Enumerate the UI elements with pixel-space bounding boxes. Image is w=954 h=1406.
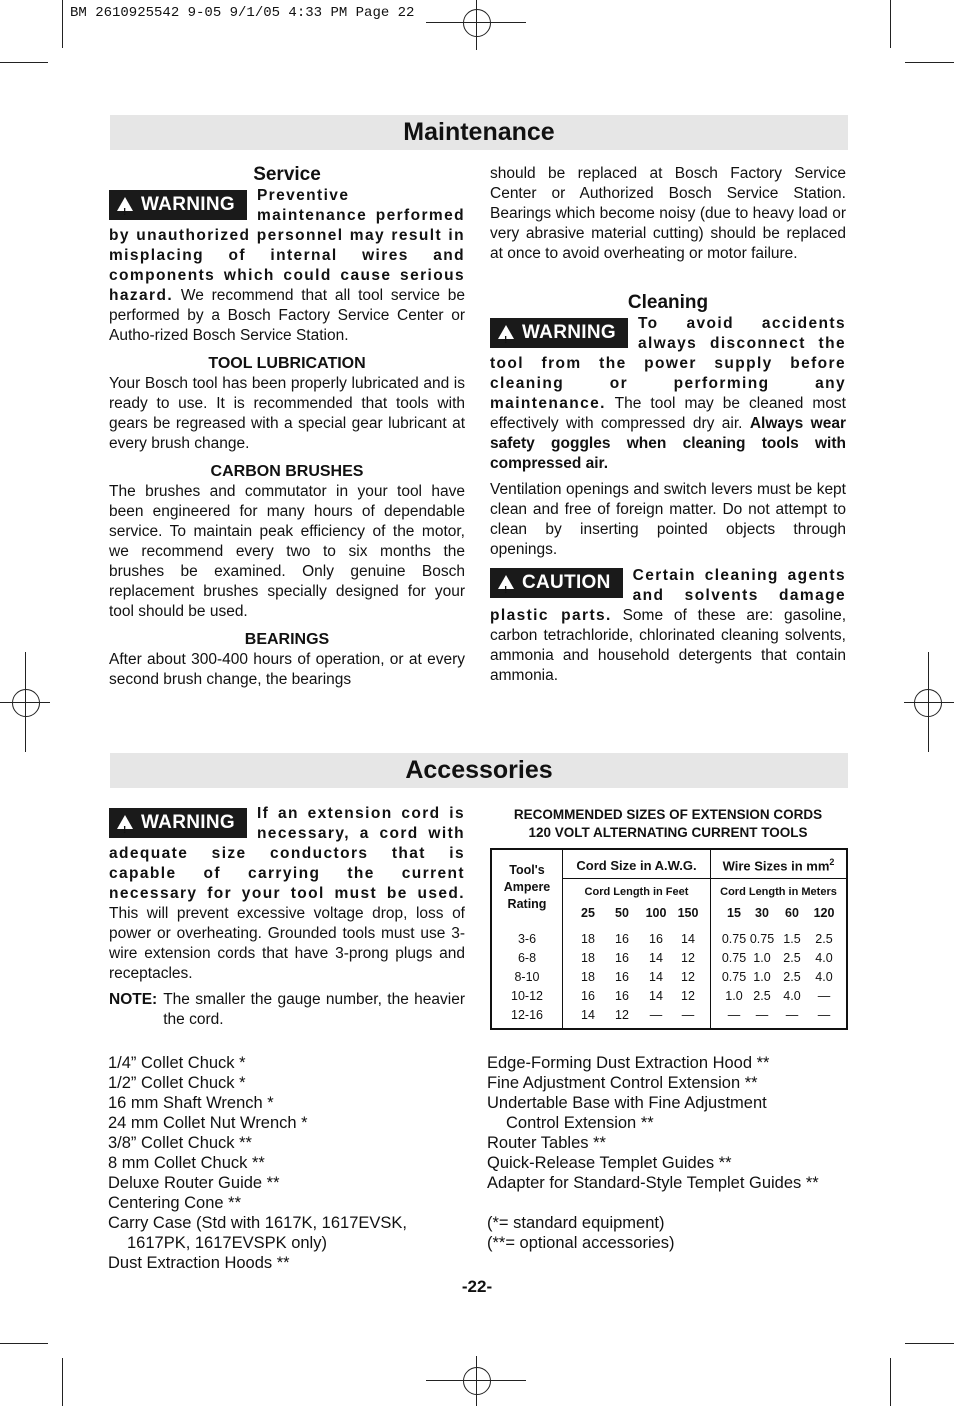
- awg-cell: —: [681, 1008, 695, 1022]
- list-item: 1/2” Collet Chuck *: [108, 1074, 246, 1092]
- feet-label: Cord Length in Feet: [584, 886, 689, 898]
- list-item: Carry Case (Std with 1617K, 1617EVSK,: [108, 1214, 407, 1232]
- mm-cell: —: [755, 1008, 769, 1022]
- service-warning-text: Preventive maintenance performed by unauthorized personnel may result in misplacing of internal wires and components which could cause serious hazard. We recommend that all tool service be performed by a Bosch Factory Service Center or Autho-rized Bosch Service Station.: [109, 187, 465, 344]
- meters-value: 120: [813, 906, 835, 920]
- list-item: (*= standard equipment): [487, 1214, 665, 1232]
- accessory-list-right: [487, 1053, 819, 1253]
- mm-cell: —: [727, 1008, 741, 1022]
- awg-cell: —: [649, 1008, 663, 1022]
- crop-mark: [890, 0, 891, 48]
- list-item: 3/8” Collet Chuck **: [108, 1134, 252, 1152]
- awg-cell: 12: [615, 1008, 629, 1022]
- crop-mark: [0, 1343, 48, 1344]
- list-item: (**= optional accessories): [487, 1234, 675, 1252]
- warning-triangle-icon: [498, 575, 514, 589]
- mm-header: Wire Sizes in $mm^2$: [722, 857, 835, 874]
- crop-mark: [905, 1343, 954, 1344]
- list-item: 8 mm Collet Chuck **: [108, 1154, 265, 1172]
- feet-value: 25: [581, 906, 595, 920]
- awg-cell: 14: [581, 1008, 595, 1022]
- bearings-heading: BEARINGS: [244, 631, 330, 648]
- page-number: -22-: [461, 1277, 493, 1296]
- registration-mark: [12, 689, 40, 717]
- mm-cell: —: [785, 1008, 799, 1022]
- crop-mark: [62, 1358, 63, 1406]
- lubrication-heading: TOOL LUBRICATION: [208, 355, 366, 372]
- maintenance-title: Maintenance: [110, 115, 848, 150]
- mm-cell: 0.75: [749, 932, 775, 946]
- list-item: [487, 1193, 819, 1213]
- ampere-rating-cell: 3-6: [517, 932, 537, 946]
- mm-cell: 2.5: [753, 989, 771, 1003]
- mm-cell: 1.0: [753, 951, 771, 965]
- list-item: Edge-Forming Dust Extraction Hood **: [487, 1054, 770, 1072]
- meters-value: 60: [785, 906, 799, 920]
- list-item: Centering Cone **: [108, 1194, 241, 1212]
- list-item: Router Tables **: [487, 1134, 606, 1152]
- awg-cell: 18: [581, 951, 595, 965]
- mm-cell: 0.75: [721, 970, 747, 984]
- crop-mark: [25, 652, 26, 752]
- caution-text: Certain cleaning agents and solvents damage plastic parts. Some of these are: gasoline, carbon tetrachloride, chlorinated cleaning solvents, ammonia and household detergents that contain ammonia.: [490, 567, 847, 684]
- list-item: 24 mm Collet Nut Wrench *: [108, 1114, 308, 1132]
- ampere-rating-cell: 8-10: [514, 970, 540, 984]
- list-item: Quick-Release Templet Guides **: [487, 1154, 732, 1172]
- crop-mark: [928, 652, 929, 752]
- brushes-heading: CARBON BRUSHES: [210, 463, 364, 480]
- feet-value: 100: [645, 906, 667, 920]
- cleaning-warning-badge: !WARNING: [490, 318, 628, 348]
- mm-cell: 4.0: [783, 989, 801, 1003]
- maintenance-right-column: [490, 164, 846, 686]
- note: NOTE: The smaller the gauge number, the heavier the cord.: [109, 991, 465, 1028]
- ampere-rating-cell: 6-8: [517, 951, 537, 965]
- extension-warning-text: If an extension cord is necessary, a cord with adequate size conductors that is capable of carrying the current necessary for your tool must be used. This will prevent excessive voltage drop, loss of power or overheating. Grounded tools must use 3-wire extension cords that have 3-prong plugs and receptacles.: [109, 805, 465, 982]
- mm-cell: 1.0: [753, 970, 771, 984]
- list-item: Deluxe Router Guide **: [108, 1174, 280, 1192]
- table-title: RECOMMENDED SIZES OF EXTENSION CORDS 120 VOLT ALTERNATING CURRENT TOOLS: [513, 807, 823, 840]
- awg-cell: 14: [649, 951, 663, 965]
- crop-mark: [476, 0, 477, 50]
- crop-mark: [62, 0, 63, 48]
- mm-cell: 2.5: [783, 970, 801, 984]
- mm-cell: 1.5: [783, 932, 801, 946]
- crop-mark: [890, 1358, 891, 1406]
- list-item: 1617PK, 1617EVSPK only): [127, 1234, 327, 1252]
- maintenance-left-column: [109, 164, 465, 690]
- accessory-list-left: [108, 1053, 407, 1273]
- mm-cell: 0.75: [721, 951, 747, 965]
- crop-mark: [904, 702, 954, 703]
- crop-mark: [476, 1356, 477, 1406]
- awg-cell: 18: [581, 970, 595, 984]
- awg-cell: 12: [681, 951, 695, 965]
- warning-triangle-icon: [498, 325, 514, 339]
- accessories-title: Accessories: [110, 753, 848, 788]
- awg-cell: 16: [615, 989, 629, 1003]
- list-item: Undertable Base with Fine Adjustment: [487, 1094, 767, 1112]
- mm-cell: 1.0: [725, 989, 743, 1003]
- print-slug: BM 2610925542 9-05 9/1/05 4:33 PM Page 22: [70, 5, 415, 21]
- ampere-column-header: Tool's Ampere Rating: [503, 863, 551, 911]
- registration-mark: [463, 9, 491, 37]
- lubrication-text: Your Bosch tool has been properly lubricated and is ready to use. It is recommended that tools with gears be regreased with a special gear lubricant at every brush change.: [109, 375, 465, 452]
- awg-cell: 14: [681, 932, 695, 946]
- cleaning-warning-text: To avoid accidents always disconnect the tool from the power supply before cleaning or performing any maintenance. The tool may be cleaned most effectively with compressed dry air. Always wear safety goggles when cleaning tools with compressed air.: [490, 315, 846, 472]
- awg-cell: 16: [615, 970, 629, 984]
- ampere-rating-cell: 10-12: [511, 989, 543, 1003]
- awg-cell: 18: [581, 932, 595, 946]
- list-item: Adapter for Standard-Style Templet Guides **: [487, 1174, 819, 1192]
- service-warning-badge: !WARNING: [109, 190, 247, 220]
- brushes-text: The brushes and commutator in your tool have been engineered for many hours of dependable service. To maintain peak efficiency of the motor, we recommend every two to six months the brushes be examined. Only genuine Bosch replacement brushes specially designed for your tool should be used.: [109, 483, 465, 620]
- service-heading: Service: [253, 164, 321, 185]
- crop-mark: [905, 62, 954, 63]
- crop-mark: [0, 62, 48, 63]
- registration-mark: [463, 1367, 491, 1395]
- list-item: 16 mm Shaft Wrench *: [108, 1094, 274, 1112]
- awg-cell: 16: [649, 932, 663, 946]
- awg-cell: 16: [581, 989, 595, 1003]
- meters-value: 30: [755, 906, 769, 920]
- awg-cell: 12: [681, 970, 695, 984]
- caution-badge: !CAUTION: [490, 568, 623, 598]
- mm-cell: 2.5: [783, 951, 801, 965]
- awg-cell: 16: [615, 951, 629, 965]
- extension-warning-column: [109, 804, 465, 1030]
- awg-cell: 14: [649, 989, 663, 1003]
- feet-value: 150: [677, 906, 699, 920]
- mm-cell: —: [817, 989, 831, 1003]
- awg-cell: 12: [681, 989, 695, 1003]
- warning-triangle-icon: [117, 815, 133, 829]
- warning-triangle-icon: [117, 197, 133, 211]
- awg-cell: 14: [649, 970, 663, 984]
- list-item: Dust Extraction Hoods **: [108, 1254, 290, 1272]
- awg-cell: 16: [615, 932, 629, 946]
- bearings-continued-text: should be replaced at Bosch Factory Service Center or Authorized Bosch Service Station. Bearings which become noisy (due to heavy load or very abrasive material cutting) should be replaced at once to avoid overheating or motor failure.: [490, 165, 846, 262]
- bearings-text: After about 300-400 hours of operation, or at every second brush change, the bearings: [109, 651, 465, 688]
- list-item: 1/4” Collet Chuck *: [108, 1054, 246, 1072]
- mm-cell: 4.0: [815, 970, 833, 984]
- meters-value: 15: [727, 906, 741, 920]
- list-item: Fine Adjustment Control Extension **: [487, 1074, 758, 1092]
- mm-cell: 4.0: [815, 951, 833, 965]
- feet-value: 50: [615, 906, 629, 920]
- mm-cell: —: [817, 1008, 831, 1022]
- extension-cord-table: [490, 848, 848, 1030]
- mm-cell: 0.75: [721, 932, 747, 946]
- mm-cell: 2.5: [815, 932, 833, 946]
- ampere-rating-cell: 12-16: [511, 1008, 543, 1022]
- list-item: Control Extension **: [506, 1114, 654, 1132]
- awg-header: Cord Size in A.W.G.: [576, 858, 697, 873]
- extension-warning-badge: !WARNING: [109, 808, 247, 838]
- meters-label: Cord Length in Meters: [720, 886, 837, 898]
- cleaning-heading: Cleaning: [627, 292, 709, 313]
- ventilation-text: Ventilation openings and switch levers must be kept clean and free of foreign matter. Do not attempt to clean by inserting pointed objects through openings.: [490, 481, 846, 558]
